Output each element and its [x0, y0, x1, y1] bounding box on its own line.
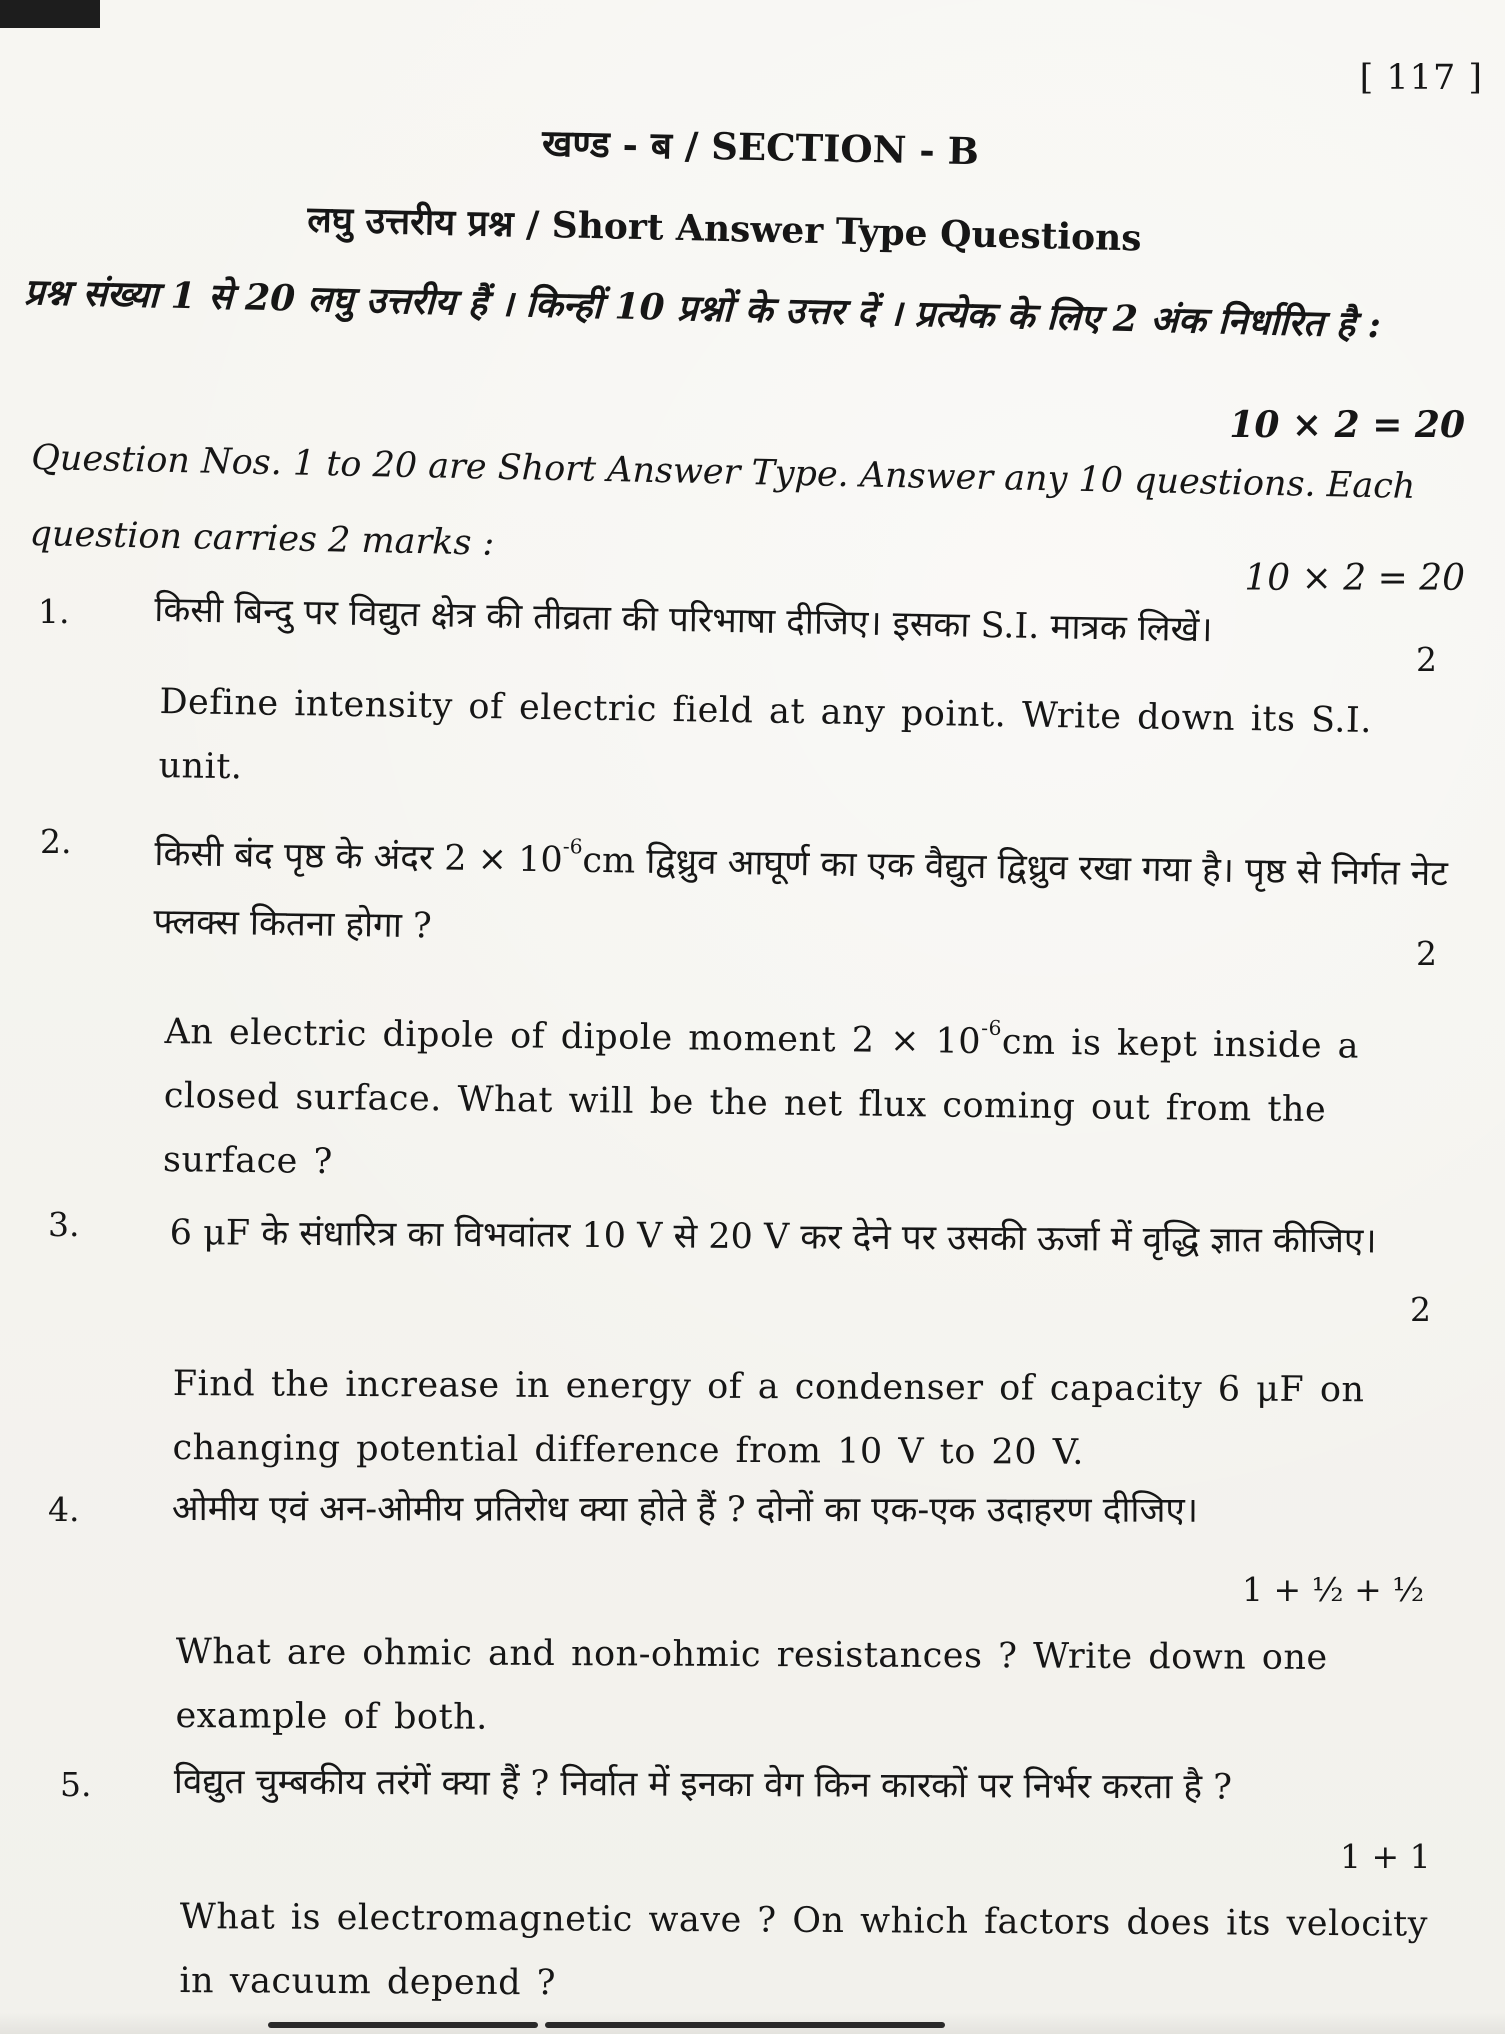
question-hindi: ओमीय एवं अन-ओमीय प्रतिरोध क्या होते हैं ? दोनों का एक-एक उदाहरण दीजिए।	[171, 1489, 1199, 1531]
section-title: खण्ड - ब / SECTION - B	[541, 120, 980, 174]
question-english: Define intensity of electric field at any point. Write down its S.I. unit.	[158, 681, 1373, 788]
question-number: 1.	[38, 592, 70, 631]
question-hindi-suffix: cm द्विध्रुव आघूर्ण का एक वैद्युत द्विध्रुव रखा गया है। पृष्ठ से निर्गत नेट फ्लक्स कितना होगा ?	[153, 840, 1449, 947]
question-english-superscript: -6	[981, 1015, 1003, 1040]
question-english: What is electromagnetic wave ? On which factors does its velocity in vacuum depend ?	[179, 1896, 1429, 2004]
question-number: 4.	[48, 1490, 80, 1529]
question-number: 2.	[40, 822, 72, 861]
question-english	[163, 1000, 1450, 1208]
corner-mark	[0, 0, 100, 28]
question-hindi: किसी बिन्दु पर विद्युत क्षेत्र की तीव्रता की परिभाषा दीजिए। इसका S.I. मात्रक लिखें।	[154, 589, 1213, 651]
instruction-marks-english: 10 × 2 = 20	[1244, 558, 1465, 599]
question-english-prefix: An electric dipole of dipole moment 2 × 10	[164, 1011, 982, 1062]
question-english: Find the increase in energy of a condenser of capacity 6 μF on changing potential difference from 10 V to 20 V.	[172, 1363, 1365, 1473]
instruction-marks-hindi: 10 × 2 = 20	[1229, 404, 1465, 446]
subsection-title: लघु उत्तरीय प्रश्न / Short Answer Type Questions	[306, 198, 1143, 260]
question-marks: 2	[1416, 640, 1437, 679]
question-marks: 1 + 1	[1340, 1837, 1431, 1876]
bottom-edge-bar-left	[268, 2022, 538, 2028]
question-hindi	[153, 820, 1455, 976]
question-number: 3.	[48, 1205, 80, 1244]
question-number: 5.	[60, 1765, 92, 1804]
instruction-hindi: प्रश्न संख्या 1 से 20 लघु उत्तरीय हैं । किन्हीं 10 प्रश्नों के उत्तर दें । प्रत्येक के लिए 2 अंक निर्धारित है :	[23, 270, 1382, 347]
question-marks: 2	[1410, 1290, 1431, 1329]
question-hindi: विद्युत चुम्बकीय तरंगें क्या हैं ? निर्वात में इनका वेग किन कारकों पर निर्भर करता है ?	[173, 1761, 1233, 1808]
bottom-edge-bar-right	[545, 2022, 945, 2028]
question-marks: 2	[1416, 934, 1437, 973]
question-hindi-prefix: किसी बंद पृष्ठ के अंदर 2 × 10	[154, 833, 563, 881]
question-marks: 1 + ½ + ½	[1242, 1570, 1425, 1609]
question-hindi: 6 μF के संधारित्र का विभवांतर 10 V से 20 V कर देने पर उसकी ऊर्जा में वृद्धि ज्ञात कीजिए।	[169, 1212, 1377, 1262]
page-number: [ 117 ]	[1359, 58, 1483, 98]
question-english-suffix: cm is kept inside a closed surface. What will be the net flux coming out from the surface ?	[162, 1022, 1360, 1183]
question-hindi-superscript: -6	[562, 834, 583, 859]
question-english: What are ohmic and non-ohmic resistances ? Write down one example of both.	[175, 1631, 1328, 1738]
instruction-english: Question Nos. 1 to 20 are Short Answer Type. Answer any 10 questions. Each question carries 2 marks :	[29, 437, 1416, 564]
